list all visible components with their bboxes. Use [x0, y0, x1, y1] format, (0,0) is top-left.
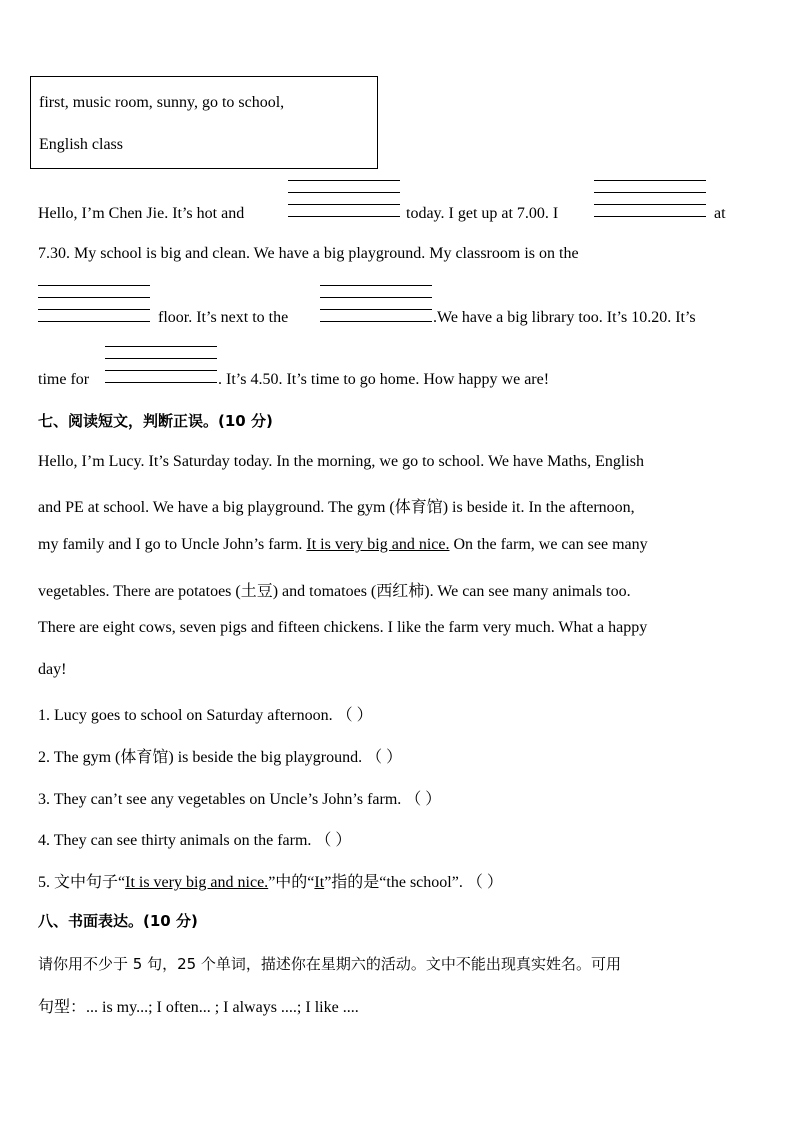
word-bank-box: [30, 76, 378, 169]
reading-line: Hello, I’m Lucy. It’s Saturday today. In the morning, we go to school. We have Maths, English: [38, 453, 645, 470]
reading-line: vegetables. There are potatoes (土豆) and tomatoes (西红柿). We can see many animals too.: [38, 583, 631, 600]
passage-text: floor. It’s next to the: [158, 309, 289, 326]
answer-blank-5[interactable]: [105, 346, 217, 386]
answer-blank-2[interactable]: [594, 180, 706, 220]
passage-text: today. I get up at 7.00. I: [406, 205, 559, 222]
question-5[interactable]: 5. 文中句子“It is very big and nice.”中的“It”指的是“the school”. （ ）: [38, 874, 503, 891]
answer-blank-3[interactable]: [38, 285, 150, 325]
answer-blank-1[interactable]: [288, 180, 400, 220]
word-bank-line-2: English class: [39, 136, 123, 153]
underlined-sentence: It is very big and nice.: [306, 536, 450, 553]
question-4[interactable]: 4. They can see thirty animals on the farm. （ ）: [38, 832, 352, 849]
passage-text: . It’s 4.50. It’s time to go home. How happy we are!: [218, 371, 550, 388]
reading-line: and PE at school. We have a big playground. The gym (体育馆) is beside it. In the afternoon,: [38, 499, 635, 516]
reading-line: day!: [38, 661, 67, 678]
reading-line: There are eight cows, seven pigs and fifteen chickens. I like the farm very much. What a happy: [38, 619, 648, 636]
answer-blank-4[interactable]: [320, 285, 432, 325]
passage-text: time for: [38, 371, 90, 388]
question-1[interactable]: 1. Lucy goes to school on Saturday afternoon. （ ）: [38, 707, 373, 724]
passage-text: at: [714, 205, 726, 222]
passage-text: Hello, I’m Chen Jie. It’s hot and: [38, 205, 245, 222]
question-3[interactable]: 3. They can’t see any vegetables on Uncle’s John’s farm. （ ）: [38, 791, 442, 808]
passage-text: .We have a big library too. It’s 10.20. It’s: [433, 309, 696, 326]
section-7-heading: 七、阅读短文，判断正误。(10 分): [38, 412, 273, 430]
section-8-heading: 八、书面表达。(10 分): [38, 912, 198, 930]
writing-instruction: 请你用不少于 5 句，25 个单词，描述你在星期六的活动。文中不能出现真实姓名。可用: [38, 955, 621, 973]
question-2[interactable]: 2. The gym (体育馆) is beside the big playground. （ ）: [38, 749, 403, 766]
passage-text: 7.30. My school is big and clean. We have a big playground. My classroom is on the: [38, 245, 579, 262]
writing-instruction-patterns: 句型：... is my...; I often... ; I always ....; I like ....: [38, 999, 359, 1016]
word-bank-line-1: first, music room, sunny, go to school,: [39, 94, 285, 111]
reading-line: my family and I go to Uncle John’s farm. It is very big and nice. On the farm, we can see many: [38, 536, 648, 553]
